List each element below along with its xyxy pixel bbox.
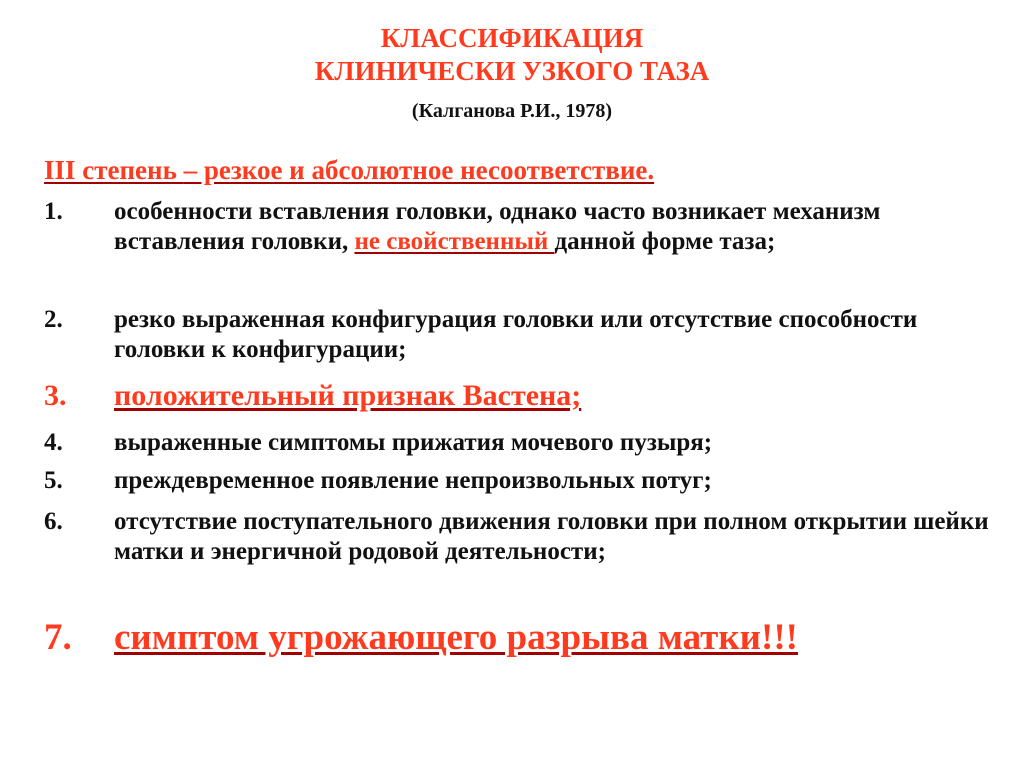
degree-heading xyxy=(44,155,654,186)
list-item-7 xyxy=(44,616,994,660)
item-number: 3. xyxy=(44,379,67,412)
item-text: выраженные симптомы прижатия мочевого пузыря; xyxy=(114,429,713,456)
item-text: положительный признак Вастена; xyxy=(114,379,582,412)
degree-label: III степень xyxy=(44,155,184,185)
degree-description: – резкое и абсолютное несоответствие. xyxy=(183,155,655,185)
list-item-2 xyxy=(44,305,994,365)
item-number: 4. xyxy=(44,429,63,456)
title-line-2: КЛИНИЧЕСКИ УЗКОГО ТАЗА xyxy=(314,56,710,86)
list-item-6 xyxy=(44,507,994,567)
item-number: 6. xyxy=(44,508,63,535)
list-item-1 xyxy=(44,197,994,257)
item-text-highlight: не свойственный xyxy=(354,228,555,255)
item-number: 2. xyxy=(44,306,63,333)
item-number: 7. xyxy=(44,617,72,658)
title-line-1: КЛАССИФИКАЦИЯ xyxy=(380,23,644,53)
item-number: 5. xyxy=(44,467,63,494)
list-item-5 xyxy=(44,466,994,496)
item-text xyxy=(114,197,994,257)
slide-title xyxy=(0,22,1024,88)
item-text: симптом угрожающего разрыва матки!!! xyxy=(114,617,798,658)
item-text: резко выраженная конфигурация головки или отсутствие способности головки к конфигурации; xyxy=(114,306,918,363)
item-text-part: данной форме таза; xyxy=(554,228,776,255)
list-item-3 xyxy=(44,378,994,414)
list-item-4 xyxy=(44,428,994,458)
item-text: преждевременное появление непроизвольных потуг; xyxy=(114,467,712,494)
item-text: отсутствие поступательного движения головки при полном открытии шейки матки и энергичной родовой деятельности; xyxy=(114,508,989,565)
item-text-part: особенности вставления головки, однако часто возникает механизм вставления головки, xyxy=(114,198,881,255)
item-number: 1. xyxy=(44,198,63,225)
title-author: (Калганова Р.И., 1978) xyxy=(411,100,613,122)
